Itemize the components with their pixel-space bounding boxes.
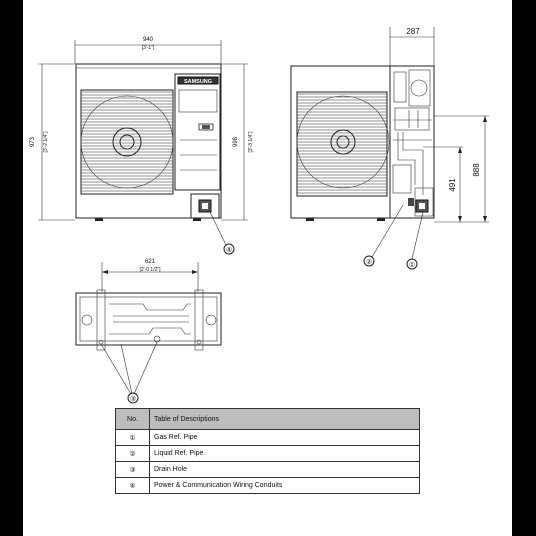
- front-width-inch-label: [3'-1"]: [141, 45, 155, 51]
- table-cell-no: ②: [116, 446, 150, 462]
- bottom-view: [76, 259, 221, 403]
- table-header-row: [116, 409, 420, 430]
- table-header-desc: Table of Descriptions: [150, 409, 420, 430]
- callout-3: ③: [129, 396, 137, 403]
- table-cell-no: ①: [116, 430, 150, 446]
- side-height-high-label: 888: [472, 163, 481, 177]
- side-view: [291, 27, 489, 269]
- table-row: [116, 462, 420, 478]
- description-table: [115, 408, 420, 494]
- front-height-alt-label: 998: [233, 136, 239, 148]
- bottom-width-inch-label: [2'-0 1/2"]: [139, 267, 161, 273]
- front-width-label: 940: [142, 37, 154, 43]
- front-height-alt-inch-label: [3'-3 1/4"]: [248, 131, 254, 153]
- callout-2: ②: [365, 259, 373, 266]
- front-height-inch-label: [3'-2 1/4"]: [43, 131, 49, 153]
- callout-1: ①: [408, 262, 416, 269]
- table-cell-desc: Gas Ref. Pipe: [150, 430, 420, 446]
- front-height-label: 973: [30, 136, 36, 148]
- front-view: [30, 37, 254, 254]
- front-fan-grill: [81, 92, 173, 191]
- table-row: [116, 430, 420, 446]
- table-cell-desc: Liquid Ref. Pipe: [150, 446, 420, 462]
- drawing-sheet: [23, 0, 512, 536]
- table-cell-no: ③: [116, 462, 150, 478]
- table-row: [116, 446, 420, 462]
- bottom-width-label: 621: [144, 259, 156, 265]
- samsung-logo: SAMSUNG: [183, 79, 213, 85]
- side-fan-grill: [297, 94, 387, 193]
- table-row: [116, 478, 420, 494]
- table-cell-desc: Power & Communication Wiring Conduits: [150, 478, 420, 494]
- table-header-no: No.: [116, 409, 150, 430]
- callout-4: ④: [225, 247, 233, 254]
- side-depth-label: 287: [406, 27, 420, 36]
- table-cell-no: ④: [116, 478, 150, 494]
- table-cell-desc: Drain Hole: [150, 462, 420, 478]
- side-height-low-label: 491: [448, 178, 457, 192]
